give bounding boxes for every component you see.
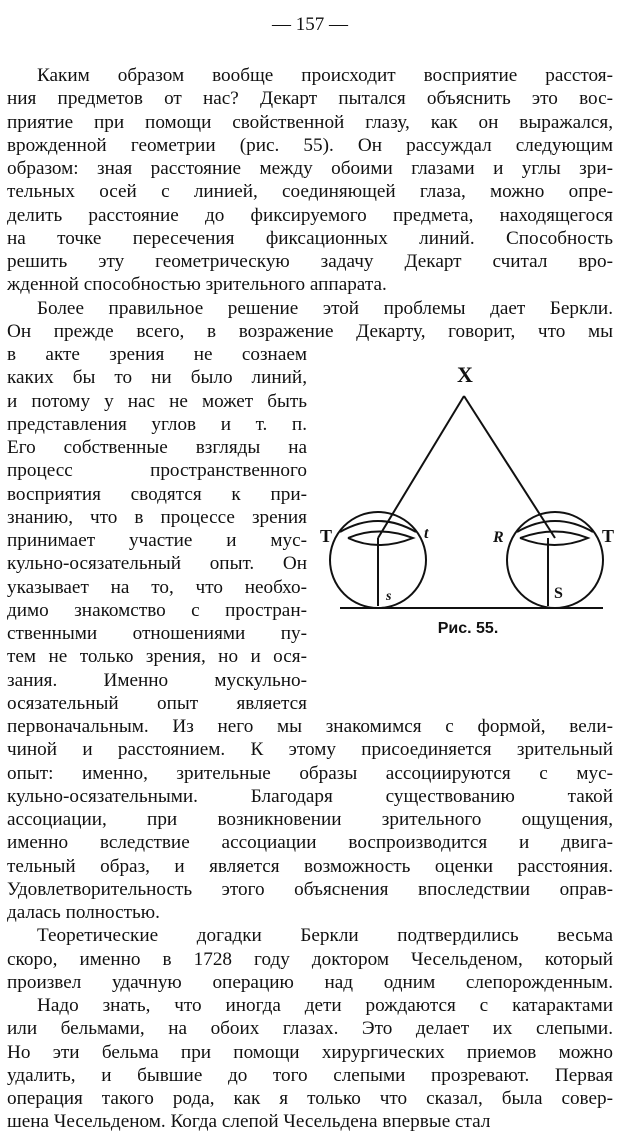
text-line: образом: зная расстояние между обоими глазами и углы зри- (7, 158, 613, 179)
text-line: произвел удачную операцию над одним слепорожденным. (7, 971, 613, 993)
text-line: врожденной геометрии (рис. 55). Он рассуждал следующим (7, 134, 613, 156)
text-line: делить расстояние до фиксируемого предмета, находящегося (7, 204, 613, 226)
text-line: опыт: именно, зрительные образы ассоциируются с мус- (7, 762, 613, 784)
text-line: решить эту геометрическую задачу Декарт считал вро- (7, 251, 613, 272)
label-left-inner: t (424, 525, 429, 542)
label-apex: X (457, 362, 473, 387)
page-number: — 157 — (272, 14, 348, 35)
text-line: указывает на то, что необхо- (7, 576, 307, 598)
text-line: осязательный опыт является (7, 692, 307, 714)
right-visual-axis (464, 396, 555, 538)
text-line: Он прежде всего, в возражение Декарту, говорит, что мы (7, 320, 613, 342)
text-line: Надо знать, что иногда дети рождаются с катарактами (37, 995, 613, 1016)
text-line: димо знакомство с простран- (7, 599, 307, 621)
text-line: кульно-осязательный опыт. Он (7, 553, 307, 575)
text-line: на точке пересечения фиксационных линий. Способность (7, 227, 613, 249)
text-line: зания. Именно мускульно- (7, 669, 307, 691)
text-line: представления углов и т. п. (7, 413, 307, 435)
text-line: или бельмами, на обоих глазах. Это делает их слепыми. (7, 1018, 613, 1040)
text-line: Его собственные взгляды на (7, 437, 307, 458)
text-line: процесс пространственного (7, 460, 307, 482)
text-line: восприятия сводятся к при- (7, 483, 307, 505)
figure-55-diagram (318, 360, 618, 650)
text-line: тельных осей с линией, соединяющей глаза, можно опре- (7, 181, 613, 203)
text-line: операция такого рода, как я только что сказал, была совер- (7, 1088, 613, 1109)
text-line: знанию, что в процессе зрения (7, 506, 307, 528)
text-line: удалить, и бывшие до того слепыми прозревают. Первая (7, 1064, 613, 1086)
text-line: принимает участие и мус- (7, 530, 307, 551)
text-line: ния предметов от нас? Декарт пытался объяснить это вос- (7, 88, 613, 110)
left-cornea (340, 521, 416, 532)
right-cornea (517, 521, 593, 532)
text-line: далась полностью. (7, 902, 160, 923)
text-line: ственными отношениями пу- (7, 623, 307, 644)
text-line: в акте зрения не сознаем (7, 344, 307, 365)
label-right-bottom: S (554, 585, 563, 602)
text-line: тем не только зрения, но и ося- (7, 646, 307, 668)
text-line: шена Чесельденом. Когда слепой Чесельдена впервые стал (7, 1111, 491, 1133)
label-left-bottom: s (386, 589, 392, 604)
left-visual-axis (378, 396, 464, 538)
text-line: приятие при помощи свойственной глазу, как он выражался, (7, 111, 613, 133)
text-line: каких бы то ни было линий, (7, 367, 307, 389)
label-right-outer: T (602, 526, 615, 546)
text-line: первоначальным. Из него мы знакомимся с формой, вели- (7, 716, 613, 737)
text-line: тельный образ, и является возможность оценки расстояния. (7, 855, 613, 877)
text-line: именно вследствие ассоциации воспроизводится и двига- (7, 832, 613, 854)
text-line: ассоциации, при возникновении зрительного ощущения, (7, 809, 613, 830)
text-line: Удовлетворительность этого объяснения впоследствии оправ- (7, 878, 613, 900)
text-line: Каким образом вообще происходит восприятие расстоя- (37, 65, 613, 86)
text-line: Но эти бельма при помощи хирургических приемов можно (7, 1041, 613, 1063)
figure-caption: Рис. 55. (437, 620, 499, 637)
text-line: и потому у нас не может быть (7, 390, 307, 412)
text-line: чиной и расстоянием. К этому присоединяется зрительный (7, 739, 613, 761)
text-line: скоро, именно в 1728 году доктором Чесельденом, который (7, 948, 613, 970)
label-right-inner: R (493, 529, 504, 546)
text-line: кульно-осязательными. Благодаря существованию такой (7, 785, 613, 807)
label-left-outer: T (320, 526, 333, 546)
text-line: Более правильное решение этой проблемы дает Беркли. (37, 297, 613, 319)
text-line: жденной способностью зрительного аппарата. (7, 274, 387, 296)
text-line: Теоретические догадки Беркли подтвердились весьма (37, 925, 613, 947)
